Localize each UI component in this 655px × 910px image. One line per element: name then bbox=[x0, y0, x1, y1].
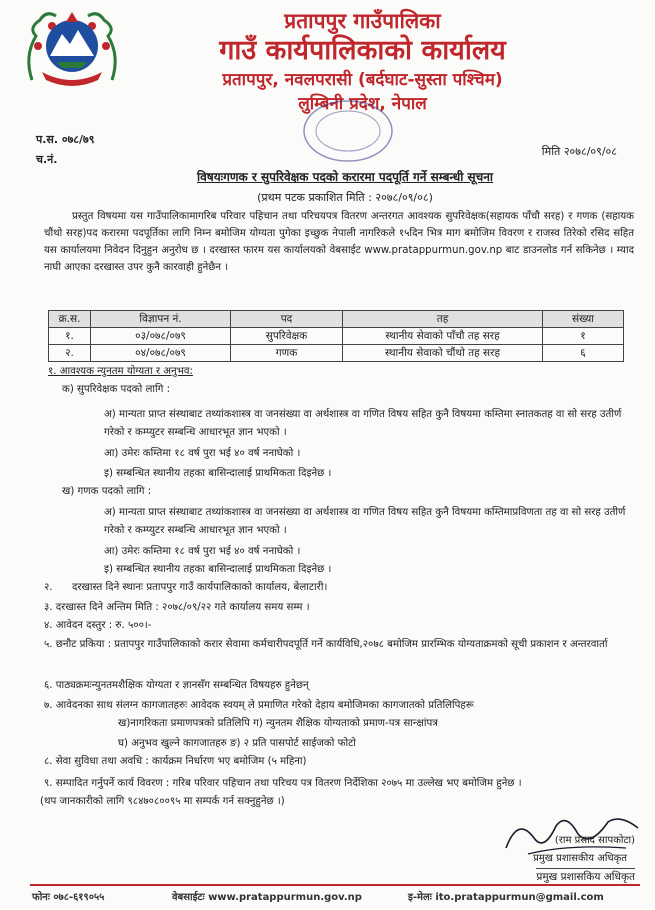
cell-serial: २. bbox=[49, 345, 91, 362]
municipality-name: प्रतापपुर गाउँपालिका bbox=[284, 9, 441, 33]
section-4: ४. आवेदन दस्तुर : रु. ५००।- bbox=[44, 620, 152, 631]
section-1-title: १. आवश्यक न्युनतम योग्यता र अनुभव: bbox=[48, 366, 193, 377]
table-header-row bbox=[49, 311, 624, 328]
office-stamp-icon bbox=[300, 96, 396, 166]
table-row bbox=[49, 345, 624, 362]
enumerator-req-age: आ) उमेरः कम्तिमा १८ वर्ष पुरा भई ४० वर्ष ननाघेको । bbox=[104, 546, 301, 557]
cell-serial: १. bbox=[49, 328, 91, 345]
cell-post: सुपरिवेक्षक bbox=[231, 328, 343, 345]
enumerator-req-education: अ) मान्यता प्राप्त संस्थाबाट तथ्यांकशास्त्र वा जनसंख्या वा अर्थशास्त्र वा गणित विषय सहित कुनै विषयमा कम्तिमाप्रविणता तह वा सो सरह उतीर्ण गरेको र कम्प्युटर सम्बन्धि आधारभूत ज्ञान भएको । bbox=[104, 507, 626, 536]
table-row bbox=[49, 328, 624, 345]
province-name: लुम्बिनी प्रदेश, नेपाल bbox=[298, 94, 427, 114]
col-advert-no: विज्ञापन नं. bbox=[91, 311, 231, 328]
col-count: संख्या bbox=[543, 311, 624, 328]
cell-count: ६ bbox=[543, 345, 624, 362]
footer-divider bbox=[30, 884, 640, 886]
footer-phone: फोनः ०७८-६१९०५५ bbox=[32, 892, 105, 903]
section-7-docs-a: ख)नागरिकता प्रमाणपत्रको प्रतिलिपि ग) न्युनतम शैक्षिक योग्यताको प्रमाण-पत्र सान्क्षांपत्र bbox=[118, 718, 438, 729]
section-7: ७. आवेदनका साथ संलग्न कागजातहरुः आवेदक स्वयम् ले प्रमाणित गरेको देहाय बमोजिमका कागजातको प्रतिलिपिहरू bbox=[44, 700, 474, 711]
section-6: ६. पाठ्यक्रमःन्युनतमशैक्षिक योग्यता र ज्ञानसँग सम्बन्धित विषयहरु हुनेछन् bbox=[44, 680, 309, 691]
footer-website: वेबसाईटः www.pratappurmun.gov.np bbox=[172, 892, 362, 903]
section-2: २. दरखास्त दिने स्थानः प्रतापपुर गाउँ कार्यपालिकाको कार्यालय, बेलाटारी। bbox=[44, 582, 328, 593]
cell-advert-no: ०३/०७८/०७९ bbox=[91, 328, 231, 345]
cell-level: स्थानीय सेवाको चौंथो तह सरह bbox=[343, 345, 543, 362]
signatory-name: (राम प्रसाद सापकोटा) bbox=[554, 835, 635, 846]
section-7-docs-b: घ) अनुभव खुल्ने कागजातहरु ङ) २ प्रति पासपोर्ट साईजको फोटो bbox=[118, 738, 356, 749]
col-level: तह bbox=[343, 311, 543, 328]
cell-post: गणक bbox=[231, 345, 343, 362]
notice-date: मिति २०७८/०९/०८ bbox=[541, 145, 617, 158]
notice-subject: विषयःगणक र सुपरिवेक्षक पदको करारमा पदपूर्ति गर्ने सम्बन्धी सूचना bbox=[197, 170, 493, 184]
footer-email: इ-मेलः ito.pratappurmun@gmail.com bbox=[408, 892, 604, 903]
vacancy-table bbox=[48, 310, 624, 362]
intro-paragraph: प्रस्तुत विषयमा यस गाउँपालिकामागरिब परिवार पहिचान तथा परिचयपत्र वितरण अन्तरगत आवश्यक सुपरिवेक्षक(सहायक पाँचौ सरह) र गणक (सहायक चौंथो सरह)पद करारमा पदपूर्तिका लागि निम्न बमोजिम योग्यता पुगेका इच्छुक नेपाली नागरिकले १५दिन भित्र माग बमोजिम विवरण र राजस्व तिरेको रसिद सहित यस कार्यालयमा निवेदन दिनुहुन अनुरोध छ । दरखास्त फारम यस कार्यालयको वेबसाईट www.pratappurmun.gov.np बाट डाउनलोड गर्न सकिनेछ । म्याद नाघी आएका दरखास्त उपर कुनै कारवाही हुनेछैन । bbox=[44, 211, 634, 273]
cell-advert-no: ०४/०७८/०७९ bbox=[91, 345, 231, 362]
section-8: ८. सेवा सुविधा तथा अवधि : कार्यक्रम निर्धारण भए बमोजिम (५ महिना) bbox=[44, 756, 307, 767]
section-9: ९. सम्पादित गर्नुपर्ने कार्य विवरण : गरिब परिवार पहिचान तथा परिचय पत्र वितरण निर्देशिका २०७५ मा उल्लेख भए बमोजिम हुनेछ । bbox=[44, 778, 522, 789]
supervisor-req-age: आ) उमेरः कम्तिमा १८ वर्ष पुरा भई ४० वर्ष ननाघेको । bbox=[104, 448, 301, 459]
signatory-title-typed: प्रमुख प्रशासकिय अधिकृत bbox=[536, 868, 635, 884]
supervisor-req-education: अ) मान्यता प्राप्त संस्थाबाट तथ्यांकशास्त्र वा जनसंख्या वा अर्थशास्त्र वा गणित विषय सहित कुनै विषयमा कम्तिमा स्नातकतह वा सो सरह उतीर्ण गरेको र कम्प्युटर सम्बन्धि आधारभूत ज्ञान भएको । bbox=[104, 409, 622, 438]
section-3: ३. दरखास्त दिने अन्तिम मिति : २०७८/०९/२२ गते कार्यालय समय सम्म । bbox=[44, 602, 310, 613]
office-name: गाउँ कार्यपालिकाको कार्यालय bbox=[219, 35, 506, 66]
cell-level: स्थानीय सेवाको पाँचौ तह सरह bbox=[343, 328, 543, 345]
col-serial: क्र.स. bbox=[49, 311, 91, 328]
contact-note: (थप जानकारीको लागि ९८४७०८००९५ मा सम्पर्क गर्न सक्नुहुनेछ ।) bbox=[40, 796, 285, 807]
col-post: पद bbox=[231, 311, 343, 328]
office-address: प्रतापपुर, नवलपरासी (बर्दघाट-सुस्ता पश्चिम) bbox=[222, 70, 503, 90]
supervisor-req-priority: इ) सम्बन्धित स्थानीय तहका बासिन्दालाई प्राथमिकता दिइनेछ । bbox=[104, 468, 332, 479]
enumerator-req-priority: इ) सम्बन्धित स्थानीय तहका बासिन्दालाई प्राथमिकता दिइनेछ । bbox=[104, 564, 332, 575]
enumerator-heading: ख) गणक पदको लागि : bbox=[62, 486, 152, 497]
publish-date: (प्रथम पटक प्रकाशित मिति : २०७८/०९/०८) bbox=[257, 191, 433, 204]
cell-count: १ bbox=[543, 328, 624, 345]
chalani-number: च.नं. bbox=[36, 153, 58, 166]
section-5: ५. छनौट प्रकिया : प्रतापपुर गाउँपालिकाको करार सेवामा कर्मचारीपदपूर्ति गर्ने कार्यविधि,२०७८ बमोजिम प्रारम्भिक योग्यताक्रमको सूची प्रकाशन र अन्तरवार्ता bbox=[44, 639, 608, 650]
supervisor-heading: क) सुपरिवेक्षक पदको लागि : bbox=[62, 384, 171, 395]
patra-sankhya: प.स. ०७८/७९ bbox=[36, 133, 95, 146]
signatory-title: प्रमुख प्रशासकीय अधिकृत bbox=[533, 853, 627, 864]
